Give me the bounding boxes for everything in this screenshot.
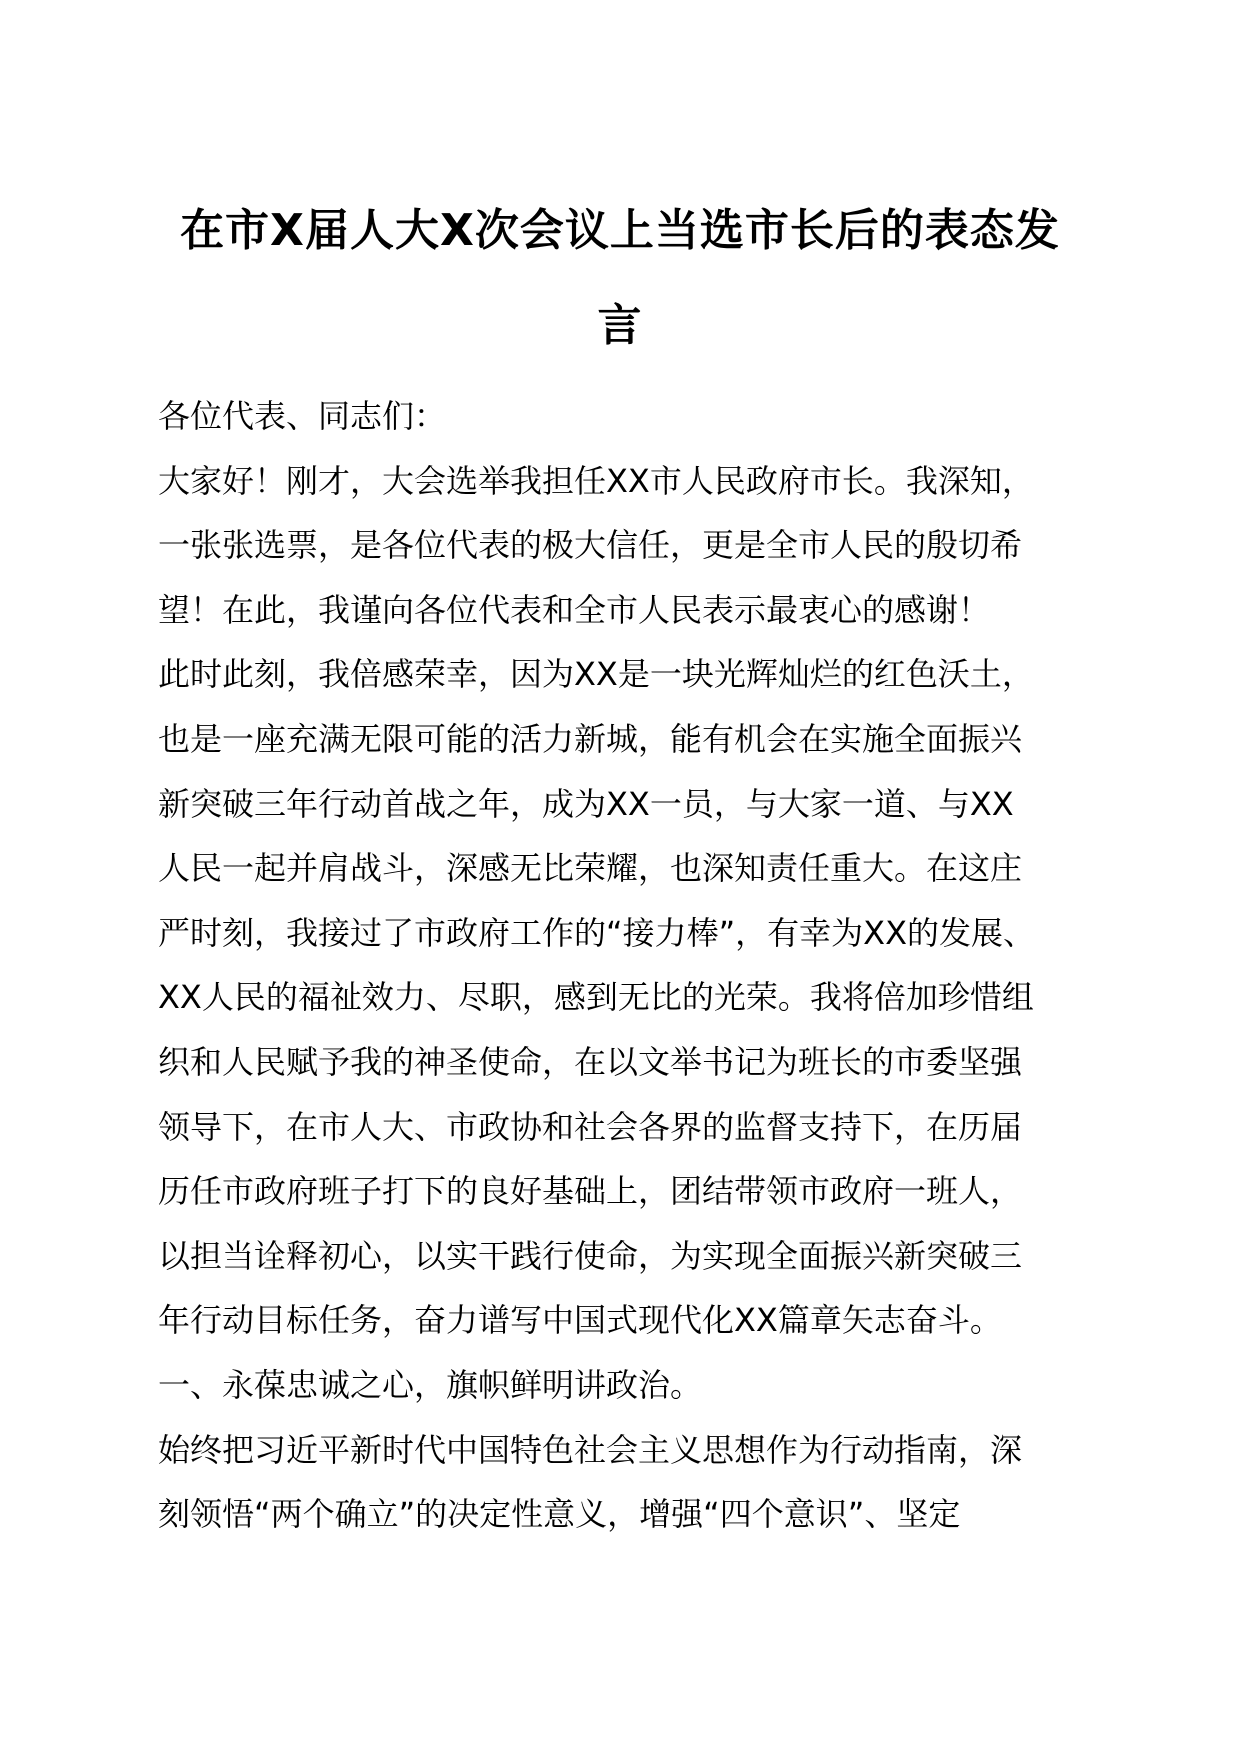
body-line: 织和人民赋予我的神圣使命，在以文举书记为班长的市委坚强 <box>158 1042 1023 1081</box>
body-line: 一张张选票，是各位代表的极大信任，更是全市人民的殷切希 <box>158 526 1023 565</box>
document-body <box>158 384 1093 1547</box>
body-line: XX人民的福祉效力、尽职，感到无比的光荣。我将倍加珍惜组 <box>158 978 1034 1017</box>
title-line-2: 言 <box>597 300 643 351</box>
body-line: 也是一座充满无限可能的活力新城，能有机会在实施全面振兴 <box>158 719 1023 758</box>
body-line: 新突破三年行动首战之年，成为XX一员，与大家一道、与XX <box>158 784 1014 823</box>
body-line: 历任市政府班子打下的良好基础上，团结带领市政府一班人， <box>158 1172 1023 1211</box>
body-line: 严时刻，我接过了市政府工作的“接力棒”，有幸为XX的发展、 <box>158 913 1036 952</box>
body-line: 年行动目标任务，奋力谱写中国式现代化XX篇章矢志奋斗。 <box>158 1301 1002 1340</box>
document-title <box>130 183 1110 373</box>
salutation: 各位代表、同志们： <box>158 397 447 435</box>
body-line: 大家好！刚才，大会选举我担任XX市人民政府市长。我深知， <box>158 461 1034 500</box>
body-line: 以担当诠释初心，以实干践行使命，为实现全面振兴新突破三 <box>158 1236 1023 1275</box>
body-line: 刻领悟“两个确立”的决定性意义，增强“四个意识”、坚定 <box>158 1495 961 1534</box>
body-line: 此时此刻，我倍感荣幸，因为XX是一块光辉灿烂的红色沃土， <box>158 655 1034 694</box>
body-line: 领导下，在市人大、市政协和社会各界的监督支持下，在历届 <box>158 1107 1023 1146</box>
title-line-1: 在市X届人大X次会议上当选市长后的表态发 <box>180 205 1060 256</box>
section-heading: 一、永葆忠诚之心，旗帜鲜明讲政治。 <box>158 1365 703 1404</box>
body-line: 人民一起并肩战斗，深感无比荣耀，也深知责任重大。在这庄 <box>158 849 1023 888</box>
body-line: 望！在此，我谨向各位代表和全市人民表示最衷心的感谢！ <box>158 590 991 629</box>
body-line: 始终把习近平新时代中国特色社会主义思想作为行动指南，深 <box>158 1430 1023 1469</box>
